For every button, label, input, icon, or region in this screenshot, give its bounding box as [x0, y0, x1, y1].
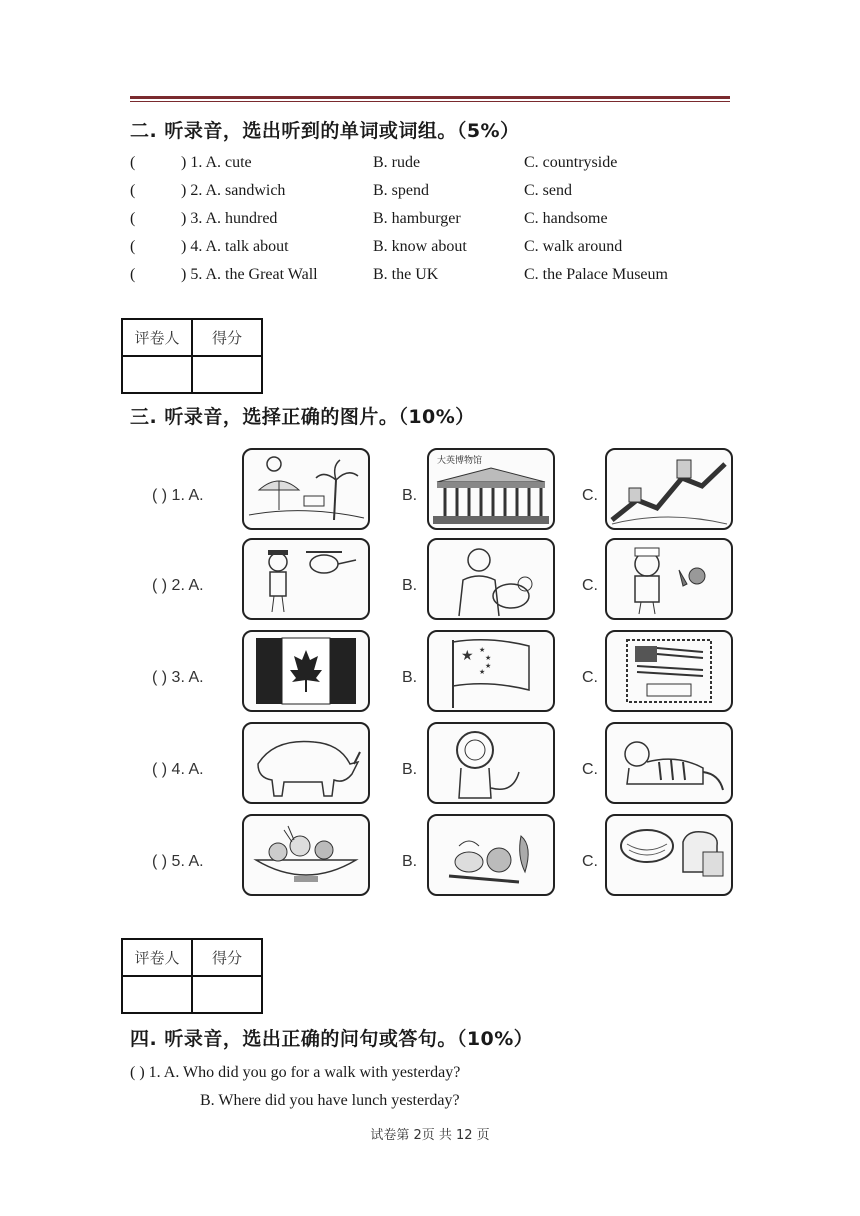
option-b: B. spend: [373, 182, 429, 199]
option-a: ) 1. A. cute: [181, 154, 252, 171]
svg-text:★: ★: [485, 654, 492, 662]
grader-table: [121, 318, 263, 394]
tiger-picture[interactable]: [605, 722, 733, 804]
svg-text:★: ★: [485, 662, 492, 670]
picture-row: [130, 628, 734, 712]
section4-heading: 四. 听录音，选出正确的问句或答句。（10%）: [130, 1028, 534, 1050]
question-1-option-b: B. Where did you have lunch yesterday?: [200, 1092, 460, 1109]
vegetables-picture[interactable]: [427, 814, 555, 896]
pilot-icon: [244, 540, 368, 618]
option-b: B. know about: [373, 238, 467, 255]
tiger-icon: [607, 724, 731, 802]
vet-icon: [429, 540, 553, 618]
score-cell[interactable]: [192, 356, 262, 393]
row-label-a: ( ) 5. A.: [152, 853, 204, 870]
header-rule-thin: [130, 101, 730, 102]
answer-paren[interactable]: (: [130, 182, 136, 199]
row-label-a: ( ) 1. A.: [152, 487, 204, 504]
option-a: ) 2. A. sandwich: [181, 182, 286, 199]
lion-icon: [429, 724, 553, 802]
row-label-c: C.: [582, 669, 598, 686]
row-label-b: B.: [402, 487, 418, 504]
list-item: [130, 266, 750, 294]
rhino-icon: [244, 724, 368, 802]
reviewer-label: 评卷人: [122, 939, 192, 976]
china-flag-picture[interactable]: [427, 630, 555, 712]
svg-text:★: ★: [479, 668, 486, 676]
usa-stamp-picture[interactable]: [605, 630, 733, 712]
noodles-bread-icon: [607, 816, 731, 894]
beach-icon: [244, 450, 368, 528]
lion-picture[interactable]: [427, 722, 555, 804]
picture-row: [130, 536, 734, 620]
option-b: B. hamburger: [373, 210, 461, 227]
row-label-b: B.: [402, 853, 418, 870]
vegetables-icon: [429, 816, 553, 894]
picture-row: [130, 812, 734, 896]
option-b: B. the UK: [373, 266, 439, 283]
option-a: ) 5. A. the Great Wall: [181, 266, 318, 283]
row-label-b: B.: [402, 761, 418, 778]
canada-flag-icon: [244, 632, 368, 710]
list-item: [130, 210, 750, 238]
row-label-c: C.: [582, 761, 598, 778]
answer-paren[interactable]: (: [130, 154, 136, 171]
row-label-c: C.: [582, 487, 598, 504]
reviewer-cell[interactable]: [122, 976, 192, 1013]
doctor-icon: [607, 540, 731, 618]
beach-picture[interactable]: [242, 448, 370, 530]
row-label-c: C.: [582, 853, 598, 870]
picture-row: [130, 720, 734, 804]
rhino-picture[interactable]: [242, 722, 370, 804]
reviewer-cell[interactable]: [122, 356, 192, 393]
option-a: ) 4. A. talk about: [181, 238, 289, 255]
usa-stamp-icon: [607, 632, 731, 710]
doctor-picture[interactable]: [605, 538, 733, 620]
china-flag-icon: [429, 632, 553, 710]
section2-heading: 二. 听录音，选出听到的单词或词组。（5%）: [130, 120, 520, 142]
row-label-a: ( ) 4. A.: [152, 761, 204, 778]
pilot-picture[interactable]: [242, 538, 370, 620]
list-item: [130, 238, 750, 266]
reviewer-label: 评卷人: [122, 319, 192, 356]
answer-paren[interactable]: (: [130, 266, 136, 283]
question-1-option-a: ( ) 1. A. Who did you go for a walk with yesterday?: [130, 1064, 461, 1081]
fruit-bowl-icon: [244, 816, 368, 894]
section3-heading: 三. 听录音，选择正确的图片。（10%）: [130, 406, 475, 428]
score-label: 得分: [192, 939, 262, 976]
list-item: [130, 182, 750, 210]
option-a: ) 3. A. hundred: [181, 210, 278, 227]
museum-caption: 大英博物馆: [437, 456, 483, 466]
score-label: 得分: [192, 319, 262, 356]
row-label-b: B.: [402, 577, 418, 594]
british-museum-picture[interactable]: [427, 448, 555, 530]
option-c: C. send: [524, 182, 572, 199]
answer-paren[interactable]: (: [130, 210, 136, 227]
grader-table: [121, 938, 263, 1014]
vet-picture[interactable]: [427, 538, 555, 620]
row-label-a: ( ) 3. A.: [152, 669, 204, 686]
row-label-c: C.: [582, 577, 598, 594]
noodles-bread-picture[interactable]: [605, 814, 733, 896]
row-label-b: B.: [402, 669, 418, 686]
option-c: C. the Palace Museum: [524, 266, 668, 283]
page-footer: 试卷第 2页 共 12 页: [370, 1128, 490, 1143]
svg-text:★: ★: [461, 649, 474, 664]
answer-paren[interactable]: (: [130, 238, 136, 255]
header-rule-thick: [130, 96, 730, 99]
svg-text:★: ★: [479, 646, 486, 654]
option-c: C. walk around: [524, 238, 623, 255]
option-b: B. rude: [373, 154, 421, 171]
fruit-bowl-picture[interactable]: [242, 814, 370, 896]
score-cell[interactable]: [192, 976, 262, 1013]
list-item: [130, 154, 750, 182]
picture-row: [130, 446, 734, 530]
great-wall-picture[interactable]: [605, 448, 733, 530]
museum-icon: [429, 450, 553, 528]
option-c: C. handsome: [524, 210, 608, 227]
option-c: C. countryside: [524, 154, 618, 171]
great-wall-icon: [607, 450, 731, 528]
row-label-a: ( ) 2. A.: [152, 577, 204, 594]
picture-question-area: [130, 438, 734, 908]
canada-flag-picture[interactable]: [242, 630, 370, 712]
